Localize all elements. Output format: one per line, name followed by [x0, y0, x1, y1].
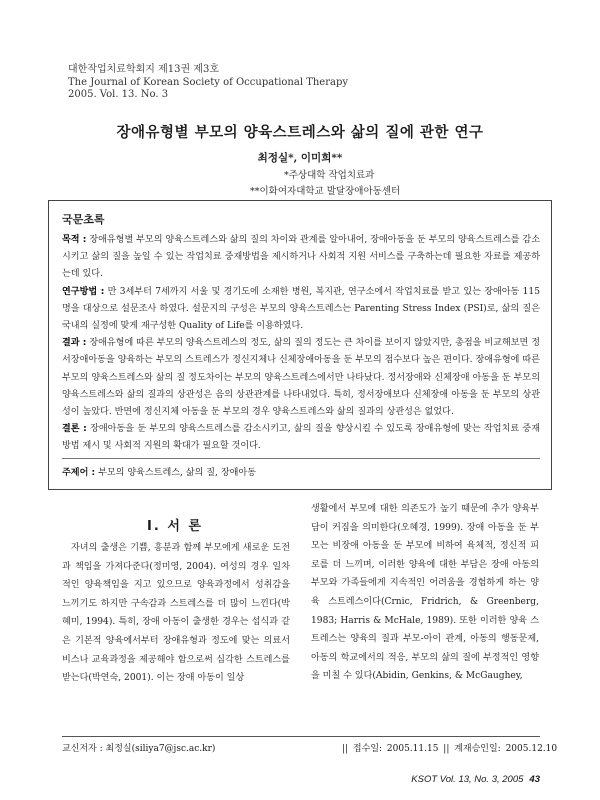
submission-dates: || 접수일: 2005.11.15 || 계재승인일: 2005.12.10	[342, 744, 558, 754]
journal-header	[68, 64, 348, 102]
section-title-introduction: Ⅰ. 서 론	[147, 519, 203, 534]
body-column-left: 자녀의 출생은 기쁨, 흥분과 함께 부모에게 새로운 도전과 책임을 가져다준다(정미영, 2004). 여성의 경우 일차적인 양육책임을 지고 있으므로 양육과정에서 성취감을 느끼기도 하지만 구속감과 스트레스를 더 많이 느낀다(박혜미, 1994). 특히, 장애 아동이 출생한 경우는 섭식과 같은 기본적 양육에서부터 장애유형과 정도에 맞는 의료서비스나 교육과정을 제공해야 함으로써 심각한 스트레스를 받는다(박연숙, 2001). 이는 장애 아동이 일상	[62, 543, 290, 684]
body-column-right: 생활에서 부모에 대한 의존도가 높기 때문에 추가 양육부담이 커짐을 의미한다(오혜경, 1999). 장애 아동을 둔 부모는 비장애 아동을 둔 부모에 비하여 육체적, 정신적 피로를 더 느끼며, 이러한 양육에 대한 부담은 장애 아동의 부모와 가족들에게 지속적인 어려움을 경험하게 하는 양육 스트레스이다(Crnic, Fridrich, & Greenberg, 1983; Harris & McHale, 1989). 또한 이러한 양육 스트레스는 양육의 질과 부모-아이 관계, 아동의 행동문제, 아동의 학교에서의 적응, 부모의 삶의 질에 부정적인 영향을 미칠 수 있다(Abidin, Genkins, & McGaughey,	[311, 504, 539, 682]
footnote-divider	[62, 736, 540, 737]
corresponding-author: 교신저자 : 최정실(siliya7@jsc.ac.kr)	[62, 744, 216, 754]
abstract-purpose: 목적 : 장애유형별 부모의 양육스트레스와 삶의 질의 차이와 관계를 알아내어, 장애아동을 둔 부모의 양육스트레스를 감소시키고 삶의 질을 높일 수 있는 작업치료 중재방법을 제시하거나 사회적 지원 서비스를 구축하는데 필요한 자료를 제공하는데 있다.	[62, 235, 540, 280]
keywords	[62, 465, 256, 478]
abstract-method: 연구방법 : 만 3세부터 7세까지 서울 및 경기도에 소재한 병원, 복지관, 연구소에서 작업치료를 받고 있는 장애아동 115명을 대상으로 설문조사 하였다. 설문지의 구성은 부모의 양육스트레스는 Parenting Stress Index (PSI)로, 삶의 질은 국내의 실정에 맞게 재구성한 Quality of Life를 이용하였다.	[62, 286, 540, 332]
affiliations	[250, 168, 400, 200]
keywords-label: 주제어 :	[62, 468, 96, 478]
journal-name-korean: 대한작업치료학회지 제13권 제3호	[68, 64, 220, 75]
footer-journal: KSOT Vol. 13, No. 3, 2005	[411, 774, 524, 785]
abstract-divider	[62, 458, 540, 459]
journal-name-english: The Journal of Korean Society of Occupational Therapy	[68, 76, 349, 88]
affiliation-1: *주상대학 작업치료과	[284, 170, 375, 181]
abstract-conclusion: 결론 : 장애아동을 둔 부모의 양육스트레스를 감소시키고, 삶의 질을 향상시킬 수 있도록 장애유형에 맞는 작업치료 중재방법 제시 및 사회적 지원의 확대가 필요할 것이다.	[62, 424, 541, 452]
abstract-results: 결과 : 장애유형에 따른 부모의 양육스트레스의 정도, 삶의 질의 정도는 큰 차이를 보이지 않았지만, 총점을 비교해보면 정서장애아동을 양육하는 부모의 스트레스가 정신지체나 신체장애아동을 둔 부모의 점수보다 높은 편이다. 장애유형에 따른 부모의 양육스트레스와 삶의 질 정도차이는 부모의 양육스트레스에서만 나타났다. 정서장애와 신체장애 아동을 둔 부모의 양육스트레스와 삶의 질과의 상관성은 음의 상관관계를 나타내었다. 특히, 정서장애보다 신체장애 아동을 둔 부모의 상관성이 높았다. 반면에 정신지체 아동을 둔 부모의 경우 양육스트레스와 삶의 질과의 상관성은 없었다.	[62, 338, 540, 418]
abstract-body	[62, 232, 540, 456]
page-footer	[411, 774, 540, 785]
page-number: 43	[529, 774, 540, 785]
abstract-heading: 국문초록	[62, 213, 105, 226]
paper-title: 장애유형별 부모의 양육스트레스와 삶의 질에 관한 연구	[116, 125, 484, 141]
authors: 최정실*, 이미희**	[257, 152, 343, 164]
journal-volume: 2005. Vol. 13. No. 3	[68, 89, 169, 100]
keywords-text: 부모의 양육스트레스, 삶의 질, 장애아동	[98, 468, 256, 478]
affiliation-2: **이화여자대학교 발달장애아동센터	[250, 186, 401, 197]
